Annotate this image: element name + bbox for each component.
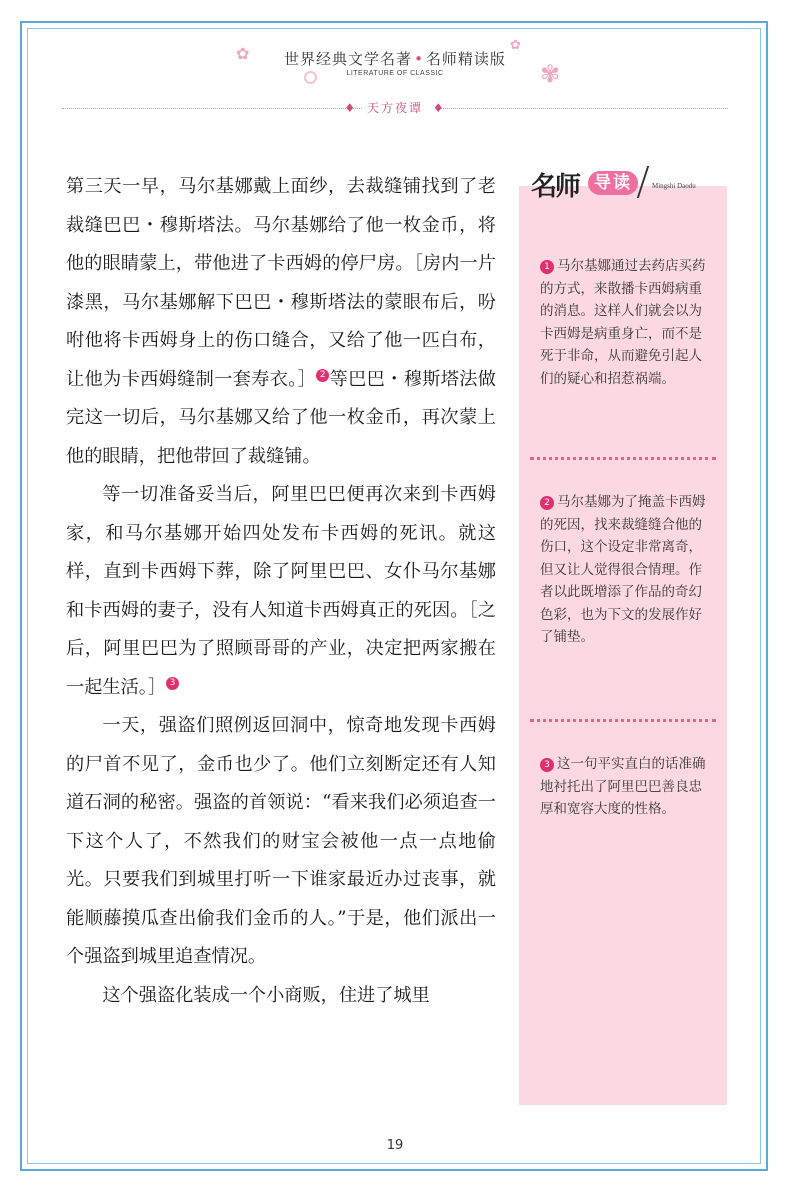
guide-note: 1 马尔基娜通过去药店买药的方式，来散播卡西姆病重的消息。这样人们就会以为卡西姆是病重身亡，而不是死于非命，从而避免引起人们的疑心和招惹祸端。 (540, 258, 706, 387)
paragraph: 这个强盗化装成一个小商贩，住进了城里 (102, 984, 430, 1006)
series-header (0, 48, 790, 77)
guide-title-english: Mingshi Daodu (652, 182, 696, 190)
page-number: 19 (386, 1138, 404, 1153)
guide-note: 3 这一句平实直白的话准确地衬托出了阿里巴巴善良忠厚和宽容大度的性格。 (540, 756, 706, 817)
flower-icon: ✾ (540, 60, 561, 88)
flower-icon: ✿ (236, 44, 250, 63)
slash-divider (637, 166, 649, 198)
guide-note: 2 马尔基娜为了掩盖卡西姆的死因，找来裁缝缝合他的伤口，这个设定非常离奇，但又让人觉得很合情理。作者以此既增添了作品的奇幻色彩，也为下文的发展作好了铺垫。 (540, 494, 706, 645)
book-title: ♦ 天方夜谭 ♦ (344, 101, 446, 115)
flower-icon: ✿ (510, 38, 521, 53)
note-separator (530, 719, 716, 722)
series-english: LITERATURE OF CLASSIC (346, 70, 444, 77)
paragraph: 一天，强盗们照例返回洞中，惊奇地发现卡西姆的尸首不见了，金币也少了。他们立刻断定还有人知道石洞的秘密。强盗的首领说：“看来我们必须追查一下这个人了，不然我们的财宝会被他一点一点地偷光。只要我们到城里打听一下谁家最近办过丧事，就能顺藤摸瓜查出偷我们金币的人。”于是，他们派出一个强盗到城里追查情况。 (66, 715, 496, 967)
paragraph: 第三天一早，马尔基娜戴上面纱，去裁缝铺找到了老裁缝巴巴・穆斯塔法。马尔基娜给了他一枚金币，将他的眼睛蒙上，带他进了卡西姆的停尸房。［房内一片漆黑，马尔基娜解下巴巴・穆斯塔法的蒙眼布后，吩咐他将卡西姆身上的伤口缝合，又给了他一匹白布，让他为卡西姆缝制一套寿衣。］ 2 等巴巴・穆斯塔法做完这一切后，马尔基娜又给了他一枚金币，再次蒙上他的眼睛，把他带回了裁缝铺。 (66, 176, 496, 467)
guide-title-dao: 导读 (588, 171, 638, 195)
note-separator (530, 457, 716, 460)
note-number-badge: 2 (540, 496, 554, 510)
series-title: 世界经典文学名著 • 名师精读版 (284, 50, 506, 68)
guide-sidebar-header (522, 164, 732, 200)
body-text (66, 168, 496, 1015)
note-number-badge: 3 (540, 758, 554, 772)
note-marker-2: 2 (316, 369, 329, 382)
paragraph: 等一切准备妥当后，阿里巴巴便再次来到卡西姆家，和马尔基娜开始四处发布卡西姆的死讯。就这样，直到卡西姆下葬，除了阿里巴巴、女仆马尔基娜和卡西姆的妻子，没有人知道卡西姆真正的死因。［之后，阿里巴巴为了照顾哥哥的产业，决定把两家搬在一起生活。］ 3 (66, 484, 496, 698)
guide-title-ming: 名师 (531, 172, 580, 202)
note-number-badge: 1 (540, 260, 554, 274)
note-marker-3: 3 (166, 677, 179, 690)
